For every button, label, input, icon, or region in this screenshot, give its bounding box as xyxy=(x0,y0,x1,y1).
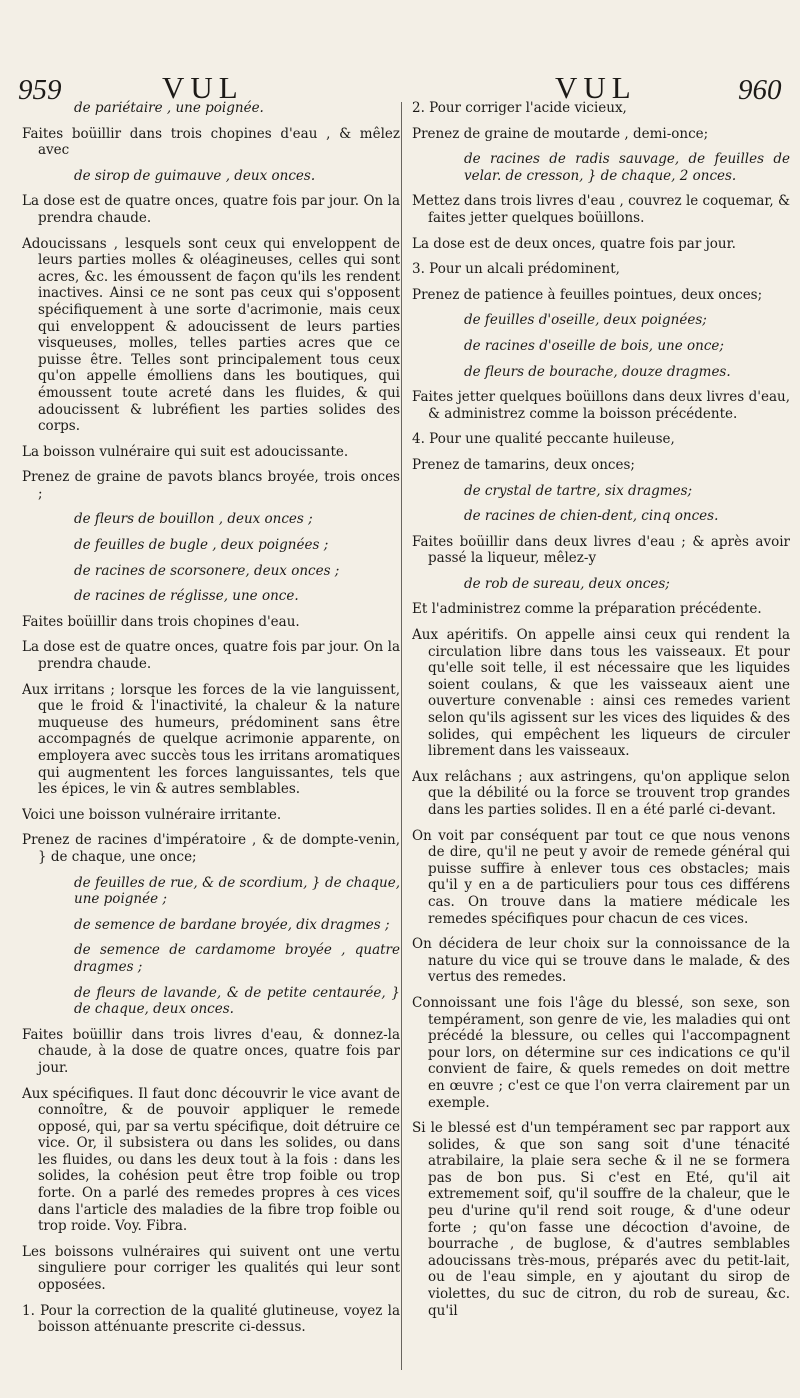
right-page-number: 960 xyxy=(738,74,782,106)
left-page-number: 959 xyxy=(18,74,62,106)
paragraph: Prenez de graine de pavots blancs broyée, trois onces ; xyxy=(22,469,400,502)
paragraph: Les boissons vulnéraires qui suivent ont une vertu singuliere pour corriger les qualités qui leur sont opposées. xyxy=(22,1243,400,1294)
paragraph: La boisson vulnéraire qui suit est adoucissante. xyxy=(22,443,349,460)
paragraph: La dose est de quatre onces, quatre fois par jour. On la prendra chaude. xyxy=(22,639,400,673)
paragraph: de racines de réglisse, une once. xyxy=(74,588,299,605)
paragraph: 2. Pour corriger l'acide vicieux, xyxy=(412,100,627,116)
paragraph: Faites jetter quelques boüillons dans deux livres d'eau, & administrez comme la boisson précédente. xyxy=(412,389,790,422)
paragraph: Aux irritans ; lorsque les forces de la vie languissent, que le froid & l'inactivité, la chaleur & la nature muqueuse des humeurs, prédominent sans être accompagnés de quelque acrimonie apparente, on employera avec succès tous les irritans aromatiques qui augmentent les forces languissantes, tels que les épices, le vin & autres semblables. xyxy=(22,681,400,798)
paragraph: de fleurs de lavande, & de petite centaurée, } de chaque, deux onces. xyxy=(74,984,400,1018)
paragraph: Faites boüillir dans trois livres d'eau, & donnez-la chaude, à la dose de quatre onces, quatre fois par jour. xyxy=(22,1026,400,1076)
right-column xyxy=(412,100,790,1380)
paragraph: Prenez de tamarins, deux onces; xyxy=(412,456,635,473)
paragraph: 4. Pour une qualité peccante huileuse, xyxy=(412,431,675,448)
paragraph: de fleurs de bourache, douze dragmes. xyxy=(464,363,731,380)
paragraph: de semence de cardamome broyée , quatre dragmes ; xyxy=(74,942,400,975)
paragraph: de crystal de tartre, six dragmes; xyxy=(464,482,693,499)
paragraph: Connoissant une fois l'âge du blessé, son sexe, son tempérament, son genre de vie, les maladies qui ont précédé la blessure, ou celles qui l'accompagnent pour lors, on détermine sur ces indications ce qu'il convient de faire, & quels remedes on doit mettre en œuvre ; c'est ce que l'on verra clairement par un exemple. xyxy=(412,994,790,1111)
paragraph: Si le blessé est d'un tempérament sec par rapport aux solides, & que son sang soit d'une ténacité atrabilaire, la plaie sera seche & il ne se formera pas de bon pus. Si c'est en Eté, qu'il ait extremement soif, qu'il souffre de la chaleur, que le peu d'urine qu'il rend soit rouge, & d'une odeur forte ; qu'on fasse une décoction d'avoine, de bourrache , de buglose, & d'autres semblables adoucissans très-mous, préparés avec du petit-lait, ou de l'eau simple, en y ajoutant du sirop de violettes, du suc de citron, du rob de sureau, &c. qu'il xyxy=(412,1120,790,1319)
left-running-head: VUL xyxy=(162,70,244,105)
paragraph: Voici une boisson vulnéraire irritante. xyxy=(22,806,282,823)
paragraph: de racines de scorsonere, deux onces ; xyxy=(74,562,340,579)
paragraph: de semence de bardane broyée, dix dragmes ; xyxy=(74,916,390,933)
paragraph: Prenez de patience à feuilles pointues, deux onces; xyxy=(412,286,763,303)
paragraph: de pariétaire , une poignée. xyxy=(74,100,264,116)
paragraph: Aux apéritifs. On appelle ainsi ceux qui rendent la circulation libre dans tous les vaisseaux. Et pour qu'elle soit telle, il est nécessaire que les liquides soient coulans, & que les vaisseaux aient une ouverture convenable : ainsi ces remedes varient selon qu'ils agissent sur les vices des liquides & des solides, qui empêchent les liqueurs de circuler librement dans les vaisseaux. xyxy=(412,627,790,760)
paragraph: On voit par conséquent par tout ce que nous venons de dire, qu'il ne peut y avoir de remede général qui puisse suffire à enlever tous ces obstacles; mais qu'il y en a de particuliers pour tous ces différens cas. On trouve dans la matiere médicale les remedes spécifiques pour chacun de ces vices. xyxy=(412,827,790,927)
paragraph: Prenez de graine de moutarde , demi-once; xyxy=(412,125,709,142)
paragraph: Faites boüillir dans trois chopines d'eau , & mêlez avec xyxy=(22,125,400,159)
paragraph: Faites boüillir dans deux livres d'eau ; & après avoir passé la liqueur, mêlez-y xyxy=(412,533,790,567)
paragraph: de racines de chien-dent, cinq onces. xyxy=(464,508,719,525)
paragraph: La dose est de quatre onces, quatre fois par jour. On la prendra chaude. xyxy=(22,193,400,226)
paragraph: Aux relâchans ; aux astringens, qu'on applique selon que la débilité ou la force se trouvent trop grandes dans les parties solides. Il en a été parlé ci-devant. xyxy=(412,768,790,818)
paragraph: de feuilles de bugle , deux poignées ; xyxy=(74,537,329,554)
paragraph: Et l'administrez comme la préparation précédente. xyxy=(412,601,762,618)
paragraph: Aux spécifiques. Il faut donc découvrir le vice avant de connoître, & de pouvoir appliquer le remede opposé, qui, par sa vertu spécifique, doit détruire ce vice. Or, il subsistera ou dans les solides, ou dans les fluides, ou dans les deux tout à la fois : dans les solides, la cohésion peut être trop foible ou trop forte. On a parlé des remedes propres à ces vices dans l'article des maladies de la fibre trop foible ou trop roide. Voy. Fibra. xyxy=(22,1085,400,1235)
paragraph: Mettez dans trois livres d'eau , couvrez le coquemar, & faites jetter quelques boüillons. xyxy=(412,193,790,226)
paragraph: de sirop de guimauve , deux onces. xyxy=(74,167,316,184)
paragraph: 1. Pour la correction de la qualité glutineuse, voyez la boisson atténuante prescrite ci-dessus. xyxy=(22,1302,400,1336)
paragraph: 3. Pour un alcali prédominent, xyxy=(412,261,620,278)
paragraph: de feuilles d'oseille, deux poignées; xyxy=(464,312,707,329)
right-running-head: VUL xyxy=(555,70,637,105)
paragraph: de feuilles de rue, & de scordium, } de chaque, une poignée ; xyxy=(74,874,400,908)
paragraph: Prenez de racines d'impératoire , & de dompte-venin, } de chaque, une once; xyxy=(22,832,400,865)
paragraph: de racines d'oseille de bois, une once; xyxy=(464,337,724,354)
paragraph: Faites boüillir dans trois chopines d'eau. xyxy=(22,613,300,630)
paragraph: de racines de radis sauvage, de feuilles de velar. de cresson, } de chaque, 2 onces. xyxy=(464,151,790,184)
paragraph: On décidera de leur choix sur la connoissance de la nature du vice qui se trouve dans le malade, & des vertus des remedes. xyxy=(412,936,790,986)
paragraph: de fleurs de bouillon , deux onces ; xyxy=(74,511,313,528)
paragraph: La dose est de deux onces, quatre fois par jour. xyxy=(412,235,736,252)
paragraph: de rob de sureau, deux onces; xyxy=(464,575,670,592)
column-divider xyxy=(401,102,402,1370)
left-column xyxy=(22,100,400,1380)
paragraph: Adoucissans , lesquels sont ceux qui enveloppent de leurs parties molles & oléagineuses, celles qui sont acres, &c. les émoussent de façon qu'ils les rendent inactives. Ainsi ce ne sont pas ceux qui s'opposent spécifiquement à une sorte d'acrimonie, mais ceux qui enveloppent & adoucissent de leurs parties visqueuses, molles, telles parties acres que ce puisse être. Telles sont principalement tous ceux qu'on appelle émolliens dans les boutiques, qui émoussent toute acreté dans les fluides, & qui adoucissent & lubréfient les parties solides des corps. xyxy=(22,235,400,435)
